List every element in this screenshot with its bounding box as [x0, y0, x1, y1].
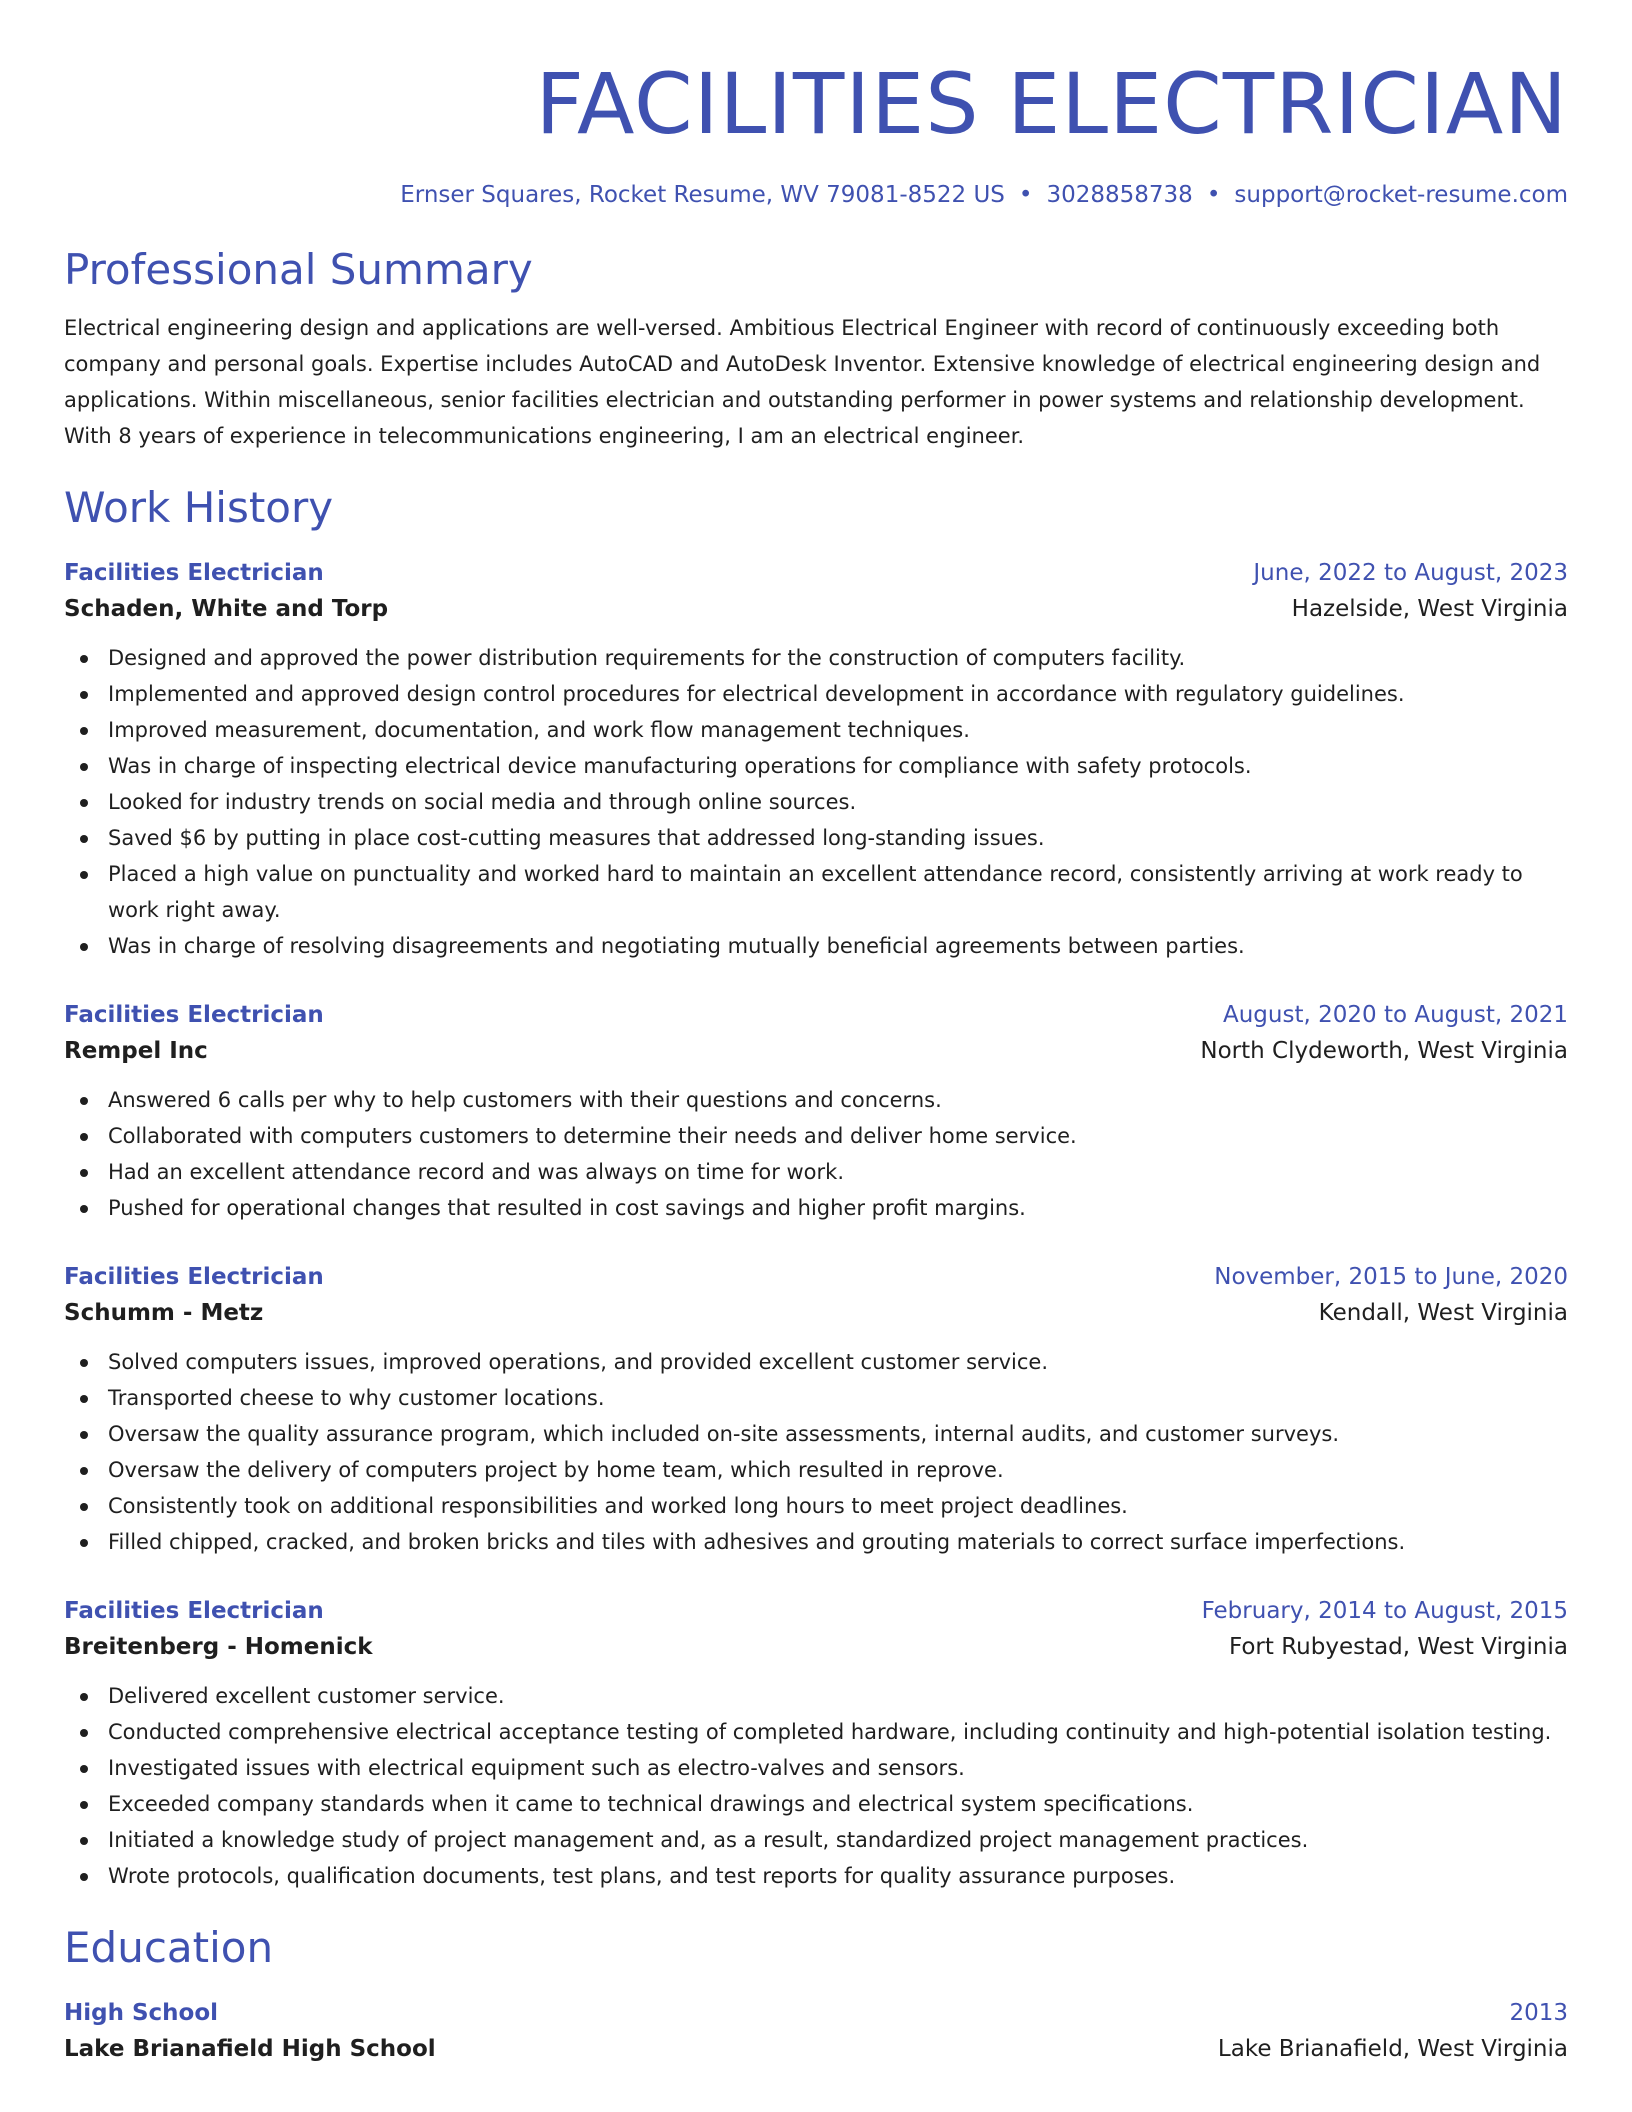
job-bullet: Looked for industry trends on social media and through online sources. [64, 784, 1568, 820]
job-entry [64, 1594, 1568, 1894]
job-company: Breitenberg - Homenick [64, 1634, 373, 1660]
job-bullet-list [64, 1678, 1568, 1894]
job-bullet: Designed and approved the power distribution requirements for the construction of computers facility. [64, 640, 1568, 676]
job-company: Schumm - Metz [64, 1300, 264, 1326]
education-degree: High School [64, 2000, 219, 2026]
job-bullet: Placed a high value on punctuality and worked hard to maintain an excellent attendance record, consistently arriving at work ready to work right away. [64, 856, 1568, 928]
job-entry [64, 998, 1568, 1226]
education-entry [64, 1996, 1568, 2068]
job-header-row [64, 1594, 1568, 1628]
contact-line [64, 180, 1568, 210]
contact-separator: • [1018, 182, 1033, 208]
job-bullet: Exceeded company standards when it came to technical drawings and electrical system specifications. [64, 1786, 1568, 1822]
job-title: Facilities Electrician [64, 560, 324, 586]
job-bullet: Oversaw the delivery of computers project by home team, which resulted in reprove. [64, 1452, 1568, 1488]
job-company-row [64, 1294, 1568, 1332]
job-bullet: Had an excellent attendance record and was always on time for work. [64, 1154, 1568, 1190]
job-bullet: Filled chipped, cracked, and broken bricks and tiles with adhesives and grouting materials to correct surface imperfections. [64, 1524, 1568, 1560]
job-bullet: Collaborated with computers customers to determine their needs and deliver home service. [64, 1118, 1568, 1154]
job-dates: June, 2022 to August, 2023 [1253, 560, 1568, 586]
job-bullet: Initiated a knowledge study of project management and, as a result, standardized project management practices. [64, 1822, 1568, 1858]
job-dates: November, 2015 to June, 2020 [1214, 1264, 1568, 1290]
job-header-row [64, 556, 1568, 590]
job-company-row [64, 1032, 1568, 1070]
job-dates: February, 2014 to August, 2015 [1201, 1598, 1568, 1624]
work-history-list [64, 556, 1568, 1894]
job-entry [64, 1260, 1568, 1560]
job-bullet: Was in charge of resolving disagreements and negotiating mutually beneficial agreements between parties. [64, 928, 1568, 964]
education-location: Lake Brianafield, West Virginia [1217, 2036, 1568, 2062]
resume-title: FACILITIES ELECTRICIAN [535, 55, 1568, 153]
job-company-row [64, 590, 1568, 628]
job-bullet: Improved measurement, documentation, and work flow management techniques. [64, 712, 1568, 748]
job-title: Facilities Electrician [64, 1002, 324, 1028]
job-header-row [64, 1260, 1568, 1294]
job-bullet-list [64, 640, 1568, 964]
job-title: Facilities Electrician [64, 1264, 324, 1290]
job-bullet: Was in charge of inspecting electrical device manufacturing operations for compliance with safety protocols. [64, 748, 1568, 784]
education-year: 2013 [1509, 2000, 1568, 2026]
job-bullet: Answered 6 calls per why to help customers with their questions and concerns. [64, 1082, 1568, 1118]
job-dates: August, 2020 to August, 2021 [1223, 1002, 1568, 1028]
resume-page [64, 0, 1568, 2068]
contact-address: Ernser Squares, Rocket Resume, WV 79081-8522 US [400, 182, 1005, 208]
education-school-row [64, 2030, 1568, 2068]
job-bullet-list [64, 1082, 1568, 1226]
job-company-row [64, 1628, 1568, 1666]
job-company: Schaden, White and Torp [64, 596, 389, 622]
contact-separator: • [1206, 182, 1221, 208]
job-bullet: Investigated issues with electrical equipment such as electro-valves and sensors. [64, 1750, 1568, 1786]
work-history-heading: Work History [64, 483, 334, 532]
job-bullet: Implemented and approved design control procedures for electrical development in accordance with regulatory guidelines. [64, 676, 1568, 712]
job-bullet: Transported cheese to why customer locations. [64, 1380, 1568, 1416]
job-bullet: Consistently took on additional responsibilities and worked long hours to meet project deadlines. [64, 1488, 1568, 1524]
job-location: Kendall, West Virginia [1318, 1300, 1568, 1326]
job-bullet-list [64, 1344, 1568, 1560]
contact-phone: 3028858738 [1046, 182, 1193, 208]
education-header-row [64, 1996, 1568, 2030]
job-bullet: Saved $6 by putting in place cost-cutting measures that addressed long-standing issues. [64, 820, 1568, 856]
job-bullet: Solved computers issues, improved operations, and provided excellent customer service. [64, 1344, 1568, 1380]
job-title: Facilities Electrician [64, 1598, 324, 1624]
job-bullet: Conducted comprehensive electrical acceptance testing of completed hardware, including continuity and high-potential isolation testing. [64, 1714, 1568, 1750]
education-list [64, 1996, 1568, 2068]
summary-text: Electrical engineering design and applications are well-versed. Ambitious Electrical Engineer with record of continuously exceeding both company and personal goals. Expertise includes AutoCAD and AutoDesk Inventor. Extensive knowledge of electrical engineering design and applications. Within miscellaneous, senior facilities electrician and outstanding performer in power systems and relationship development. With 8 years of experience in telecommunications engineering, I am an electrical engineer. [64, 316, 1541, 448]
job-company: Rempel Inc [64, 1038, 208, 1064]
contact-email: support@rocket-resume.com [1234, 182, 1568, 208]
education-school: Lake Brianafield High School [64, 2036, 436, 2062]
summary-heading: Professional Summary [64, 245, 533, 294]
job-entry [64, 556, 1568, 964]
job-header-row [64, 998, 1568, 1032]
job-location: Hazelside, West Virginia [1291, 596, 1568, 622]
job-location: North Clydeworth, West Virginia [1200, 1038, 1568, 1064]
job-bullet: Wrote protocols, qualification documents, test plans, and test reports for quality assurance purposes. [64, 1858, 1568, 1894]
job-location: Fort Rubyestad, West Virginia [1228, 1634, 1568, 1660]
education-heading: Education [64, 1923, 274, 1972]
job-bullet: Delivered excellent customer service. [64, 1678, 1568, 1714]
job-bullet: Pushed for operational changes that resulted in cost savings and higher profit margins. [64, 1190, 1568, 1226]
job-bullet: Oversaw the quality assurance program, which included on-site assessments, internal audits, and customer surveys. [64, 1416, 1568, 1452]
